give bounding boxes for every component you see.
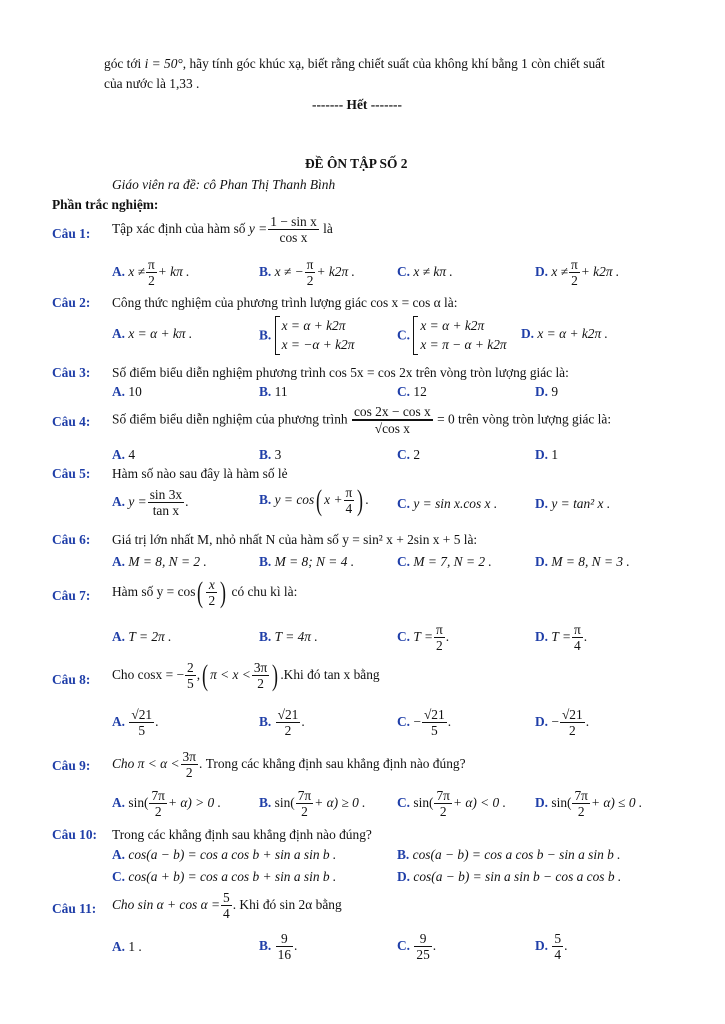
q8-d-frac xyxy=(560,707,585,739)
q3-option-b[interactable] xyxy=(259,385,288,398)
q6-b-text: M = 8; N = 4 . xyxy=(274,554,355,569)
q9-a-label: A. xyxy=(112,794,126,810)
question-8-label: Câu 8: xyxy=(52,672,91,687)
q7-a-text: T = 2π . xyxy=(128,629,172,644)
q11-b-num: 9 xyxy=(276,931,293,947)
q7-rparen: ) xyxy=(220,575,227,609)
q9-d-pre: sin( xyxy=(551,794,572,810)
q6-d-text: M = 8, N = 3 . xyxy=(551,554,630,569)
q8-option-a[interactable] xyxy=(112,707,159,739)
q4-d-label: D. xyxy=(535,447,549,462)
top-line-1 xyxy=(104,57,605,70)
q11-b-label: B. xyxy=(259,937,272,953)
q8-c-pre: − xyxy=(413,713,421,729)
question-8-text xyxy=(112,660,380,692)
q11-num: 5 xyxy=(223,890,230,905)
q4-den: √cos x xyxy=(352,420,433,436)
question-4-text xyxy=(112,404,611,437)
q9-den: 2 xyxy=(185,765,193,781)
q5-a-label: A. xyxy=(112,493,126,509)
q1-b-frac xyxy=(305,257,316,289)
q11-c-label: C. xyxy=(397,937,411,953)
q1-d-frac xyxy=(569,257,580,289)
question-7-text xyxy=(112,577,297,609)
question-9-label: Câu 9: xyxy=(52,758,91,773)
question-4-label: Câu 4: xyxy=(52,414,91,429)
q6-c-label: C. xyxy=(397,554,411,569)
q11-frac xyxy=(221,890,232,922)
q5-b-num: π xyxy=(345,485,353,500)
q2-c-system xyxy=(413,316,506,355)
q7-num: x xyxy=(206,577,217,593)
q11-b-post: . xyxy=(294,937,298,953)
q4-stem: Số điểm biểu diễn nghiệm của phương trình xyxy=(112,411,348,427)
q11-option-b[interactable] xyxy=(259,931,297,963)
q11-d-post: . xyxy=(564,937,568,953)
q8-option-b[interactable] xyxy=(259,707,305,739)
q8-comma: , xyxy=(196,666,201,682)
q9-b-num: 7π xyxy=(297,788,312,803)
q1-num: 1 − sin x xyxy=(270,214,317,229)
q9-a-post: + α) > 0 . xyxy=(167,794,221,810)
q8-b-num: √21 xyxy=(277,707,299,722)
question-11-text xyxy=(112,890,342,922)
q7-den: 2 xyxy=(208,593,216,609)
q4-option-a[interactable] xyxy=(112,448,135,461)
q9-c-pre: sin( xyxy=(413,794,434,810)
q2-c-row2: x = π − α + k2π xyxy=(420,337,507,353)
q11-c-num: 9 xyxy=(414,931,431,947)
q8-tail: .Khi đó tan x bằng xyxy=(280,666,380,682)
q8-option-c[interactable] xyxy=(397,707,451,739)
q2-b-row1: x = α + k2π xyxy=(281,318,346,333)
q10-c-label: C. xyxy=(112,869,126,884)
q4-option-d[interactable] xyxy=(535,448,558,461)
q8-a-den: 5 xyxy=(138,723,146,739)
top-line-1-text-b: , hãy tính góc khúc xạ, biết rằng chiết suất của không khí bằng 1 còn chiết suất xyxy=(182,56,605,71)
q8-c-den: 5 xyxy=(430,723,438,739)
q1-b-post: + k2π . xyxy=(316,263,355,279)
q10-option-b[interactable] xyxy=(397,848,621,861)
q8-a-frac xyxy=(129,707,154,739)
q6-option-a[interactable] xyxy=(112,555,207,568)
q10-b-text: cos(a − b) = cos a cos b − sin a sin b . xyxy=(412,847,621,862)
q9-option-d[interactable] xyxy=(535,788,642,820)
q5-b-post: . xyxy=(365,491,369,507)
q7-stem: Hàm số y = cos xyxy=(112,583,196,599)
question-5-label: Câu 5: xyxy=(52,466,91,481)
q8-a-post: . xyxy=(155,713,159,729)
q5-option-b[interactable] xyxy=(259,485,369,517)
q8-d-label: D. xyxy=(535,713,549,729)
q3-b-text: 11 xyxy=(274,384,288,399)
q11-den: 4 xyxy=(223,906,230,922)
q2-d-text: x = α + k2π . xyxy=(537,326,608,341)
q1-fraction xyxy=(268,214,319,246)
q7-d-frac xyxy=(572,622,583,654)
q4-option-b[interactable] xyxy=(259,448,281,461)
q2-b-row2: x = −α + k2π xyxy=(281,337,355,353)
q6-option-d[interactable] xyxy=(535,555,630,568)
q8-d-pre: − xyxy=(551,713,559,729)
q9-b-pre: sin( xyxy=(274,794,295,810)
q6-option-b[interactable] xyxy=(259,555,354,568)
q1-b-num: π xyxy=(306,257,314,272)
q5-option-a[interactable] xyxy=(112,487,188,519)
q2-c-label: C. xyxy=(397,327,411,343)
q11-d-den: 4 xyxy=(554,947,562,963)
q9-d-label: D. xyxy=(535,794,549,810)
q2-option-d[interactable] xyxy=(521,327,608,340)
q9-b-frac xyxy=(296,788,313,820)
q3-b-label: B. xyxy=(259,384,272,399)
q11-d-label: D. xyxy=(535,937,549,953)
q10-d-label: D. xyxy=(397,869,411,884)
q11-a-label: A. xyxy=(112,939,126,954)
q1-option-a[interactable] xyxy=(112,257,190,289)
end-marker: ------- Hết ------- xyxy=(312,97,402,112)
q1-tail: là xyxy=(323,220,333,236)
q1-option-b[interactable] xyxy=(259,257,355,289)
question-7-label: Câu 7: xyxy=(52,588,91,603)
q9-c-num: 7π xyxy=(436,788,450,803)
q2-option-c[interactable] xyxy=(397,316,507,355)
q3-option-a[interactable] xyxy=(112,385,142,398)
q9-a-num: 7π xyxy=(151,788,165,803)
question-10-label: Câu 10: xyxy=(52,827,98,842)
q2-c-row1: x = α + k2π xyxy=(420,318,485,333)
q8-a-num: √21 xyxy=(131,707,153,722)
q8-c-num: √21 xyxy=(423,707,445,722)
q1-d-label: D. xyxy=(535,263,549,279)
q7-c-label: C. xyxy=(397,628,411,644)
q2-option-a[interactable] xyxy=(112,327,192,340)
question-6-label: Câu 6: xyxy=(52,532,91,547)
q5-b-label: B. xyxy=(259,491,272,507)
q7-d-den: 4 xyxy=(574,638,581,654)
q4-num: cos 2x − cos x xyxy=(353,404,431,419)
q10-option-c[interactable] xyxy=(112,870,336,883)
q3-d-text: 9 xyxy=(551,384,559,399)
q11-d-num: 5 xyxy=(554,931,562,946)
q5-b-rparen: ) xyxy=(357,483,364,517)
q8-frac1 xyxy=(185,660,196,692)
q10-option-a[interactable] xyxy=(112,848,336,861)
q5-b-lparen: ( xyxy=(316,483,323,517)
q7-c-frac xyxy=(434,622,445,654)
question-1-text xyxy=(112,214,333,246)
q7-option-d[interactable] xyxy=(535,622,587,654)
q4-c-label: C. xyxy=(397,447,411,462)
q1-option-d[interactable] xyxy=(535,257,619,289)
q4-b-label: B. xyxy=(259,447,272,462)
q7-tail: có chu kì là: xyxy=(231,583,298,599)
q7-c-pre: T = xyxy=(413,628,433,644)
q9-c-frac xyxy=(434,788,451,820)
q1-d-den: 2 xyxy=(571,273,578,289)
page-title: ĐỀ ÔN TẬP SỐ 2 xyxy=(305,156,408,171)
q3-c-label: C. xyxy=(397,384,411,399)
q8-b-den: 2 xyxy=(284,723,292,739)
q6-a-label: A. xyxy=(112,554,126,569)
q7-d-label: D. xyxy=(535,628,549,644)
q5-b-pre: y = cos xyxy=(274,491,315,507)
q8-d-den: 2 xyxy=(568,723,576,739)
q11-tail: . Khi đó sin 2α bằng xyxy=(232,896,342,912)
q9-option-a[interactable] xyxy=(112,788,221,820)
q1-fn: y = xyxy=(248,220,268,236)
q8-frac2 xyxy=(252,660,269,692)
q5-b-frac xyxy=(344,485,355,517)
q10-b-label: B. xyxy=(397,847,410,862)
q6-a-text: M = 8, N = 2 . xyxy=(128,554,207,569)
top-line-2: của nước là 1,33 . xyxy=(104,76,200,91)
q3-option-d[interactable] xyxy=(535,385,558,398)
q11-option-a[interactable] xyxy=(112,940,142,953)
q4-a-label: A. xyxy=(112,447,126,462)
q8-option-d[interactable] xyxy=(535,707,589,739)
q1-d-num: π xyxy=(571,257,578,272)
q11-option-c[interactable] xyxy=(397,931,436,963)
q10-c-text: cos(a + b) = cos a cos b + sin a sin b . xyxy=(128,869,337,884)
q4-den-text: cos x xyxy=(382,421,410,437)
q6-b-label: B. xyxy=(259,554,272,569)
q7-option-b[interactable] xyxy=(259,630,318,643)
q1-a-den: 2 xyxy=(148,273,155,289)
q7-d-post: . xyxy=(583,628,588,644)
question-9-text xyxy=(112,749,466,781)
q11-a-text: 1 . xyxy=(128,939,142,954)
q4-tail: = 0 trên vòng tròn lượng giác là: xyxy=(437,411,612,427)
q8-den2: 2 xyxy=(257,676,264,692)
question-6-text: Giá trị lớn nhất M, nhỏ nhất N của hàm số y = sin² x + 2sin x + 5 là: xyxy=(112,532,478,547)
q7-b-text: T = 4π . xyxy=(274,629,318,644)
q1-b-pre: x ≠ − xyxy=(274,263,304,279)
question-3-text: Số điểm biểu diễn nghiệm phương trình cos 5x = cos 2x trên vòng tròn lượng giác là: xyxy=(112,365,569,380)
q7-a-label: A. xyxy=(112,629,126,644)
q3-option-c[interactable] xyxy=(397,385,427,398)
section-heading: Phần trắc nghiệm: xyxy=(52,197,159,212)
q1-b-label: B. xyxy=(259,263,272,279)
q4-option-c[interactable] xyxy=(397,448,420,461)
q8-d-num: √21 xyxy=(561,707,583,722)
q5-a-post: . xyxy=(185,493,189,509)
question-3-label: Câu 3: xyxy=(52,365,91,380)
q10-a-label: A. xyxy=(112,847,126,862)
q6-c-text: M = 7, N = 2 . xyxy=(413,554,492,569)
q8-stem: Cho cosx = − xyxy=(112,666,185,682)
q9-c-den: 2 xyxy=(439,804,447,820)
q7-option-c[interactable] xyxy=(397,622,449,654)
q7-frac xyxy=(206,577,217,609)
q9-c-post: + α) < 0 . xyxy=(452,794,506,810)
teacher-text: Giáo viên ra đề: cô Phan Thị Thanh Bình xyxy=(112,177,336,192)
top-line-1-math: i = 50° xyxy=(144,56,183,71)
q1-d-post: + k2π . xyxy=(580,263,620,279)
question-2-text: Công thức nghiệm của phương trình lượng giác cos x = cos α là: xyxy=(112,295,458,310)
q8-d-post: . xyxy=(585,713,590,729)
q8-b-frac xyxy=(276,707,301,739)
q9-option-c[interactable] xyxy=(397,788,506,820)
q3-a-label: A. xyxy=(112,384,126,399)
q9-a-den: 2 xyxy=(154,804,162,820)
q9-b-label: B. xyxy=(259,794,272,810)
q8-den1: 5 xyxy=(187,676,194,692)
q9-d-den: 2 xyxy=(577,804,585,820)
q8-c-label: C. xyxy=(397,713,411,729)
q9-b-post: + α) ≥ 0 . xyxy=(314,794,366,810)
teacher-line xyxy=(112,178,335,191)
top-line-1-text-a: góc tới xyxy=(104,56,145,71)
q4-b-text: 3 xyxy=(274,447,282,462)
q8-inner: π < x < xyxy=(210,666,251,682)
q8-c-frac xyxy=(422,707,447,739)
q6-option-c[interactable] xyxy=(397,555,492,568)
q8-a-label: A. xyxy=(112,713,126,729)
q9-num: 3π xyxy=(182,749,196,764)
q8-rparen: ) xyxy=(272,658,279,692)
q4-c-text: 2 xyxy=(413,447,421,462)
q11-c-post: . xyxy=(432,937,437,953)
q2-b-system xyxy=(275,316,355,355)
q2-b-label: B. xyxy=(259,327,272,343)
q8-lparen: ( xyxy=(202,658,209,692)
q3-a-text: 10 xyxy=(128,384,142,399)
question-1-label: Câu 1: xyxy=(52,226,91,241)
q5-a-frac xyxy=(148,487,184,519)
q5-b-inner: x + xyxy=(324,491,343,507)
q5-a-den: tan x xyxy=(152,503,180,519)
q10-option-d[interactable] xyxy=(397,870,621,883)
q3-c-text: 12 xyxy=(413,384,427,399)
q1-c-text: x ≠ kπ . xyxy=(413,264,453,279)
q6-d-label: D. xyxy=(535,554,549,569)
q7-c-den: 2 xyxy=(436,638,443,654)
q5-c-label: C. xyxy=(397,496,411,511)
q9-a-frac xyxy=(149,788,166,820)
q11-option-d[interactable] xyxy=(535,931,567,963)
q7-c-num: π xyxy=(435,622,443,637)
q4-d-text: 1 xyxy=(551,447,559,462)
q9-d-post: + α) ≤ 0 . xyxy=(590,794,643,810)
q5-d-label: D. xyxy=(535,496,549,511)
q9-tail: . Trong các khẳng định sau khẳng định nào đúng? xyxy=(199,755,466,771)
q8-c-post: . xyxy=(447,713,452,729)
q7-b-label: B. xyxy=(259,629,272,644)
q2-a-label: A. xyxy=(112,326,126,341)
q8-b-label: B. xyxy=(259,713,272,729)
q1-a-post: + kπ . xyxy=(157,263,190,279)
q4-fraction xyxy=(352,404,433,437)
q2-a-text: x = α + kπ . xyxy=(128,326,193,341)
q11-stem: Cho sin α + cos α = xyxy=(112,896,221,912)
q7-d-pre: T = xyxy=(551,628,571,644)
q1-a-pre: x ≠ xyxy=(128,263,146,279)
q11-c-frac xyxy=(414,931,431,963)
q1-option-c[interactable] xyxy=(397,265,453,278)
q5-d-text: y = tan² x . xyxy=(551,496,611,511)
q5-c-text: y = sin x.cos x . xyxy=(413,496,498,511)
q1-b-den: 2 xyxy=(306,273,314,289)
q9-frac xyxy=(181,749,198,781)
question-10-text: Trong các khẳng định sau khẳng định nào đúng? xyxy=(112,827,372,842)
q1-c-label: C. xyxy=(397,264,411,279)
q8-num2: 3π xyxy=(253,660,268,675)
q7-d-num: π xyxy=(573,622,581,637)
q7-lparen: ( xyxy=(197,575,204,609)
q1-a-num: π xyxy=(148,257,155,272)
q2-option-b[interactable] xyxy=(259,316,354,355)
q11-b-den: 16 xyxy=(277,947,292,963)
q11-c-den: 25 xyxy=(416,947,430,963)
q9-option-b[interactable] xyxy=(259,788,366,820)
q7-c-post: . xyxy=(445,628,450,644)
q9-b-den: 2 xyxy=(301,804,308,820)
q1-den: cos x xyxy=(279,230,308,246)
q9-c-label: C. xyxy=(397,794,411,810)
q1-stem: Tập xác định của hàm số xyxy=(112,220,246,236)
q9-a-pre: sin( xyxy=(128,794,149,810)
question-2-label: Câu 2: xyxy=(52,295,91,310)
q8-b-post: . xyxy=(301,713,305,729)
q5-a-pre: y = xyxy=(128,493,147,509)
q5-option-c[interactable] xyxy=(397,497,497,510)
question-11-label: Câu 11: xyxy=(52,901,97,916)
q2-d-label: D. xyxy=(521,326,535,341)
q5-b-den: 4 xyxy=(345,501,353,517)
q4-a-text: 4 xyxy=(128,447,136,462)
q3-d-label: D. xyxy=(535,384,549,399)
q1-a-label: A. xyxy=(112,263,126,279)
q5-a-num: sin 3x xyxy=(149,487,183,502)
q9-d-frac xyxy=(572,788,589,820)
q11-b-frac xyxy=(276,931,293,963)
q11-d-frac xyxy=(552,931,563,963)
q5-option-d[interactable] xyxy=(535,497,610,510)
question-5-text: Hàm số nào sau đây là hàm số lẻ xyxy=(112,466,288,481)
q10-d-text: cos(a − b) = sin a sin b − cos a cos b . xyxy=(413,869,622,884)
q1-a-frac xyxy=(146,257,157,289)
q9-stem: Cho π < α < xyxy=(112,755,180,771)
q10-a-text: cos(a − b) = cos a cos b + sin a sin b . xyxy=(128,847,337,862)
q9-d-num: 7π xyxy=(574,788,588,803)
q1-d-pre: x ≠ xyxy=(551,263,569,279)
q7-option-a[interactable] xyxy=(112,630,171,643)
q8-num1: 2 xyxy=(187,660,194,675)
